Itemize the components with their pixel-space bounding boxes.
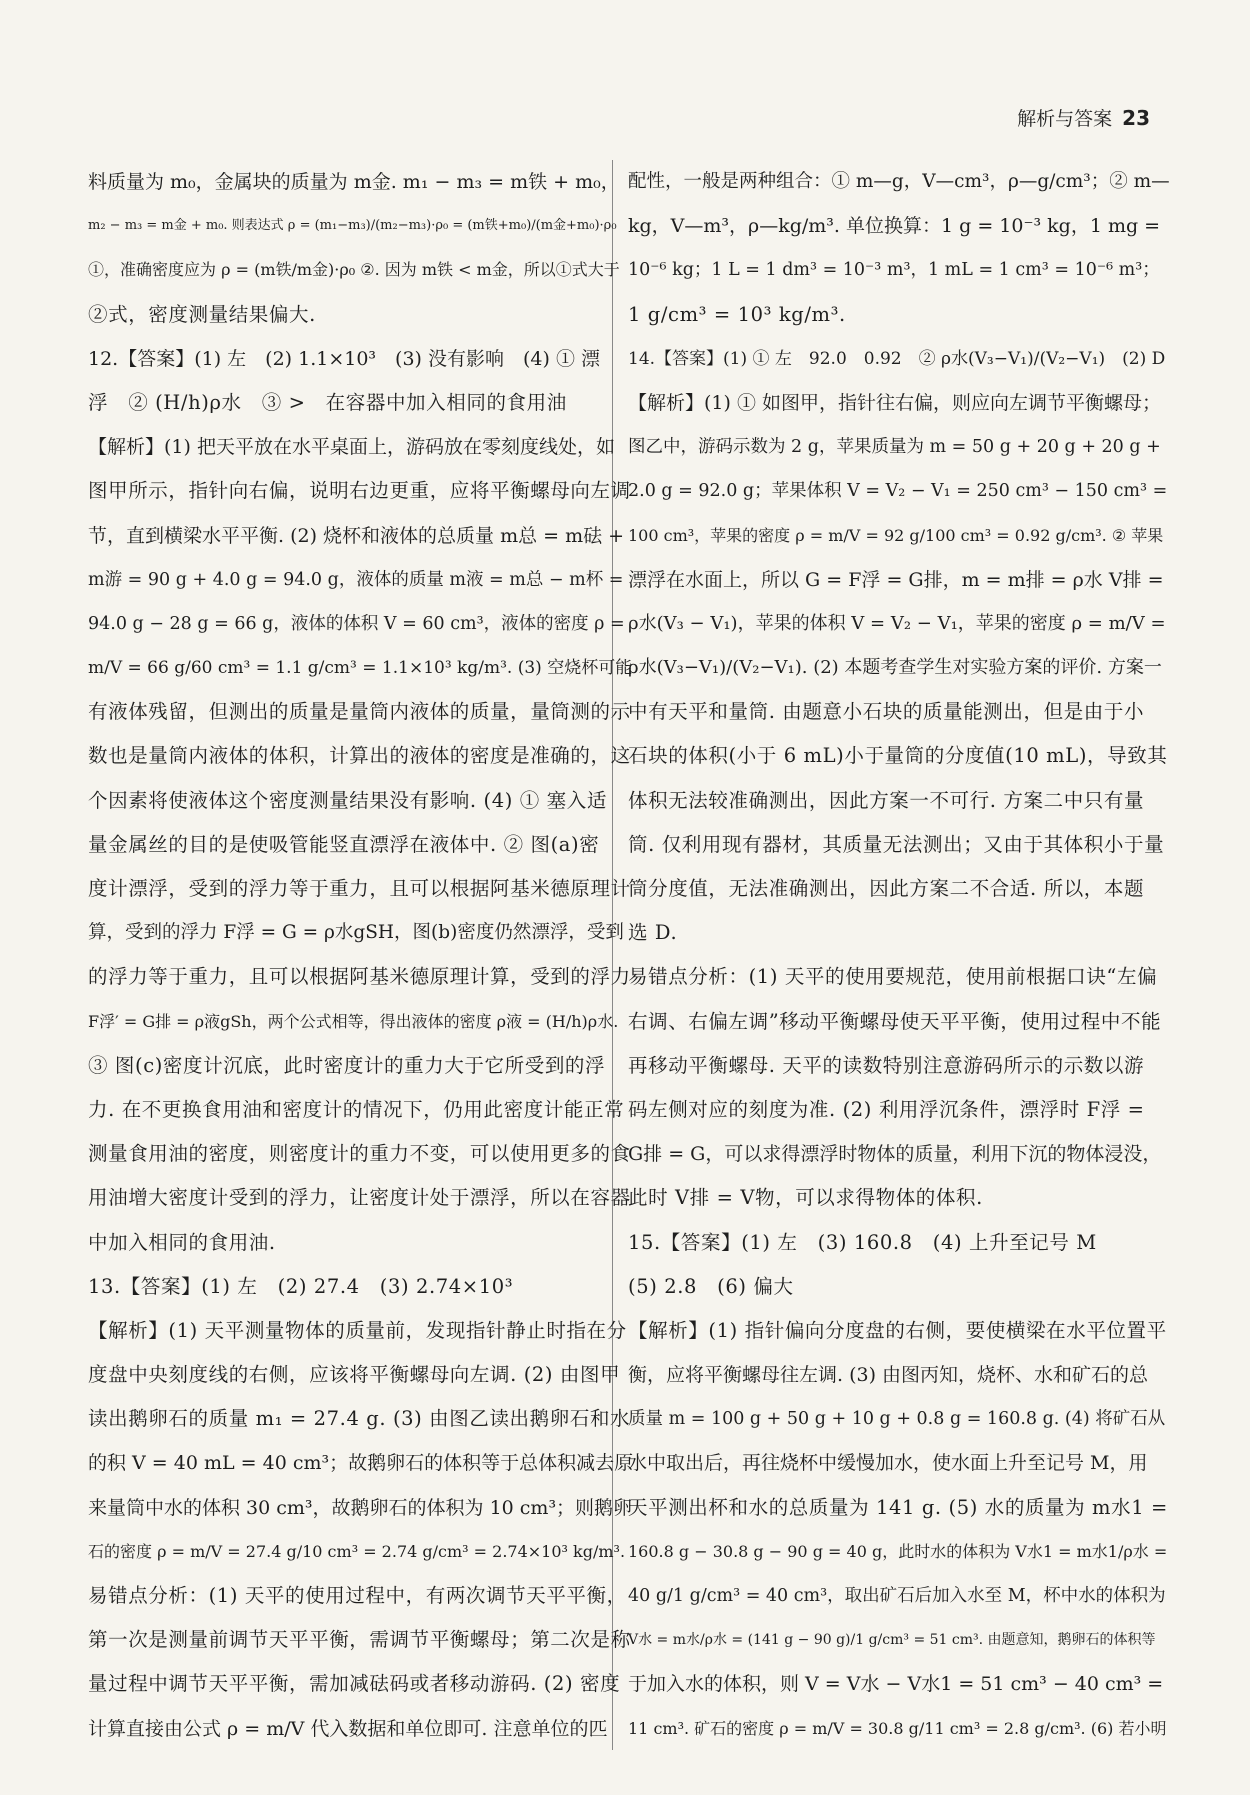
- text-line: 石的密度 ρ = m/V = 27.4 g/10 cm³ = 2.74 g/cm³ = 2.74×10³ kg/m³.: [88, 1541, 626, 1561]
- text-line: G排 = G，可以求得漂浮时物体的质量，利用下沉的物体浸没，: [628, 1143, 1162, 1166]
- text-line: 此时 V排 = V物，可以求得物体的体积.: [628, 1186, 983, 1210]
- text-line: 度计漂浮，受到的浮力等于重力，且可以根据阿基米德原理计: [88, 877, 631, 900]
- text-line: 【解析】(1) 天平测量物体的质量前，发现指针静止时指在分: [88, 1318, 627, 1342]
- text-line: 体积无法较准确测出，因此方案一不可行. 方案二中只有量: [628, 788, 1145, 812]
- text-line: 中有天平和量筒. 由题意小石块的质量能测出，但是由于小: [628, 700, 1145, 724]
- text-line: m₂ − m₃ = m金 + m₀. 则表达式 ρ = (m₁−m₃)/(m₂−m₃)·ρ₀ = (m铁+m₀)/(m金+m₀)·ρ₀: [88, 218, 617, 234]
- text-line: 算，受到的浮力 F浮 = G = ρ水gSH，图(b)密度仍然漂浮，受到: [88, 922, 624, 944]
- text-line: 1 g/cm³ = 10³ kg/m³.: [628, 302, 846, 326]
- text-line: 图乙中，游码示数为 2 g，苹果质量为 m = 50 g + 20 g + 20 g +: [628, 437, 1161, 458]
- text-line: 40 g/1 g/cm³ = 40 cm³，取出矿石后加入水至 M，杯中水的体积为: [628, 1586, 1166, 1606]
- text-line: 数也是量筒内液体的体积，计算出的液体的密度是准确的，这: [88, 744, 631, 768]
- text-line: ③ 图(c)密度计沉底，此时密度计的重力大于它所受到的浮: [88, 1053, 606, 1077]
- text-line: 来量筒中水的体积 30 cm³，故鹅卵石的体积为 10 cm³；则鹅卵: [88, 1496, 633, 1519]
- text-line: 再移动平衡螺母. 天平的读数特别注意游码所示的示数以游: [628, 1053, 1145, 1077]
- text-line: 13.【答案】(1) 左 (2) 27.4 (3) 2.74×10³: [88, 1274, 514, 1298]
- text-line: ρ水(V₃ − V₁)，苹果的体积 V = V₂ − V₁，苹果的密度 ρ = m/V =: [628, 612, 1166, 634]
- right-column: [628, 160, 1173, 1751]
- text-line: 筒. 仅利用现有器材，其质量无法测出；又由于其体积小于量: [628, 832, 1165, 856]
- text-line: 有液体残留，但测出的质量是量筒内液体的质量，量筒测的示: [88, 700, 631, 724]
- text-line: m游 = 90 g + 4.0 g = 94.0 g，液体的质量 m液 = m总 − m杯 =: [88, 569, 624, 590]
- text-line: (5) 2.8 (6) 偏大: [628, 1274, 794, 1298]
- text-line: 漂浮在水面上，所以 G = F浮 = G排，m = m排 = ρ水 V排 =: [628, 568, 1164, 591]
- text-line: 右调、右偏左调”移动平衡螺母使天平平衡，使用过程中不能: [628, 1009, 1162, 1033]
- text-line: 计算直接由公式 ρ = m/V 代入数据和单位即可. 注意单位的匹: [88, 1717, 608, 1740]
- text-line: kg，V—m³，ρ—kg/m³. 单位换算：1 g = 10⁻³ kg，1 mg =: [628, 215, 1161, 238]
- text-line: 节，直到横梁水平平衡. (2) 烧杯和液体的总质量 m总 = m砝 +: [88, 524, 625, 547]
- text-line: 测量食用油的密度，则密度计的重力不变，可以使用更多的食: [88, 1142, 631, 1166]
- text-line: 12.【答案】(1) 左 (2) 1.1×10³ (3) 没有影响 (4) ① 漂: [88, 347, 600, 370]
- text-line: 易错点分析：(1) 天平的使用要规范，使用前根据口诀“左偏: [628, 965, 1158, 989]
- text-line: 【解析】(1) 把天平放在水平桌面上，游码放在零刻度线处，如: [88, 436, 615, 459]
- text-line: 量过程中调节天平平衡，需加减砝码或者移动游码. (2) 密度: [88, 1672, 621, 1696]
- text-line: 浮 ② (H/h)ρ水 ③ > 在容器中加入相同的食用油: [88, 390, 567, 414]
- text-line: 料质量为 m₀，金属块的质量为 m金. m₁ − m₃ = m铁 + m₀，: [88, 171, 620, 193]
- text-line: 于加入水的体积，则 V = V水 − V水1 = 51 cm³ − 40 cm³ =: [628, 1673, 1164, 1696]
- text-line: 量金属丝的目的是使吸管能竖直漂浮在液体中. ② 图(a)密: [88, 832, 600, 856]
- text-line: 15.【答案】(1) 左 (3) 160.8 (4) 上升至记号 M: [628, 1230, 1097, 1254]
- text-line: ①，准确密度应为 ρ = (m铁/m金)·ρ₀ ②. 因为 m铁 < m金，所以①式大于: [88, 260, 620, 280]
- text-line: ρ水(V₃−V₁)/(V₂−V₁). (2) 本题考查学生对实验方案的评价. 方案一: [628, 657, 1162, 679]
- left-column: [88, 160, 633, 1751]
- text-line: 个因素将使液体这个密度测量结果没有影响. (4) ① 塞入适: [88, 788, 607, 812]
- page-header: [1017, 104, 1150, 131]
- text-line: 石块的体积(小于 6 mL)小于量筒的分度值(10 mL)，导致其: [628, 744, 1168, 768]
- text-line: 读出鹅卵石的质量 m₁ = 27.4 g. (3) 由图乙读出鹅卵石和水: [88, 1407, 631, 1431]
- text-line: 码左侧对应的刻度为准. (2) 利用浮沉条件，漂浮时 F浮 =: [628, 1097, 1145, 1121]
- text-line: 的浮力等于重力，且可以根据阿基米德原理计算，受到的浮力: [88, 965, 631, 989]
- text-line: 14.【答案】(1) ① 左 92.0 0.92 ② ρ水(V₃−V₁)/(V₂−V₁) (2) D: [628, 348, 1166, 369]
- text-line: 筒分度值，无法准确测出，因此方案二不合适. 所以，本题: [628, 877, 1145, 900]
- text-line: 配性，一般是两种组合：① m—g，V—cm³，ρ—g/cm³；② m—: [628, 171, 1170, 192]
- text-line: 【解析】(1) ① 如图甲，指针往右偏，则应向左调节平衡螺母；: [628, 391, 1161, 414]
- text-line: 易错点分析：(1) 天平的使用过程中，有两次调节天平平衡，: [88, 1584, 627, 1607]
- text-line: 图甲所示，指针向右偏，说明右边更重，应将平衡螺母向左调: [88, 479, 631, 503]
- text-line: 用油增大密度计受到的浮力，让密度计处于漂浮，所以在容器: [88, 1186, 631, 1210]
- text-line: 中加入相同的食用油.: [88, 1230, 276, 1254]
- text-line: 力. 在不更换食用油和密度计的情况下，仍用此密度计能正常: [88, 1097, 625, 1121]
- page-number: 23: [1122, 106, 1150, 130]
- text-line: 的积 V = 40 mL = 40 cm³；故鹅卵石的体积等于总体积减去原: [88, 1452, 633, 1475]
- text-line: m/V = 66 g/60 cm³ = 1.1 g/cm³ = 1.1×10³ kg/m³. (3) 空烧杯可能: [88, 658, 633, 679]
- text-line: F浮′ = G排 = ρ液gSh，两个公式相等，得出液体的密度 ρ液 = (H/h)ρ水.: [88, 1011, 619, 1031]
- text-line: 度盘中央刻度线的右侧，应该将平衡螺母向左调. (2) 由图甲: [88, 1363, 621, 1387]
- text-line: 10⁻⁶ kg；1 L = 1 dm³ = 10⁻³ m³，1 mL = 1 cm³ = 10⁻⁶ m³；: [628, 260, 1160, 281]
- text-line: 2.0 g = 92.0 g；苹果体积 V = V₂ − V₁ = 250 cm³ − 150 cm³ =: [628, 481, 1168, 502]
- text-line: 160.8 g − 30.8 g − 90 g = 40 g，此时水的体积为 V水1 = m水1/ρ水 =: [628, 1541, 1168, 1561]
- text-line: 100 cm³，苹果的密度 ρ = m/V = 92 g/100 cm³ = 0.92 g/cm³. ② 苹果: [628, 525, 1164, 545]
- text-line: 天平测出杯和水的总质量为 141 g. (5) 水的质量为 m水1 =: [628, 1495, 1168, 1519]
- text-line: 质量 m = 100 g + 50 g + 10 g + 0.8 g = 160.8 g. (4) 将矿石从: [628, 1409, 1166, 1430]
- text-line: 【解析】(1) 指针偏向分度盘的右侧，要使横梁在水平位置平: [628, 1318, 1167, 1342]
- text-line: 94.0 g − 28 g = 66 g，液体的体积 V = 60 cm³，液体的密度 ρ =: [88, 613, 625, 634]
- text-line: 11 cm³. 矿石的密度 ρ = m/V = 30.8 g/11 cm³ = 2.8 g/cm³. (6) 若小明: [628, 1718, 1167, 1738]
- text-line: V水 = m水/ρ水 = (141 g − 90 g)/1 g/cm³ = 51 cm³. 由题意知，鹅卵石的体积等: [628, 1632, 1156, 1649]
- text-line: 选 D.: [628, 921, 678, 945]
- header-label: 解析与答案: [1017, 108, 1113, 130]
- text-line: ②式，密度测量结果偏大.: [88, 302, 316, 326]
- text-line: 第一次是测量前调节天平平衡，需调节平衡螺母；第二次是称: [88, 1628, 631, 1652]
- text-line: 衡，应将平衡螺母往左调. (3) 由图丙知，烧杯、水和矿石的总: [628, 1364, 1149, 1387]
- text-line: 水中取出后，再往烧杯中缓慢加水，使水面上升至记号 M，用: [628, 1452, 1148, 1475]
